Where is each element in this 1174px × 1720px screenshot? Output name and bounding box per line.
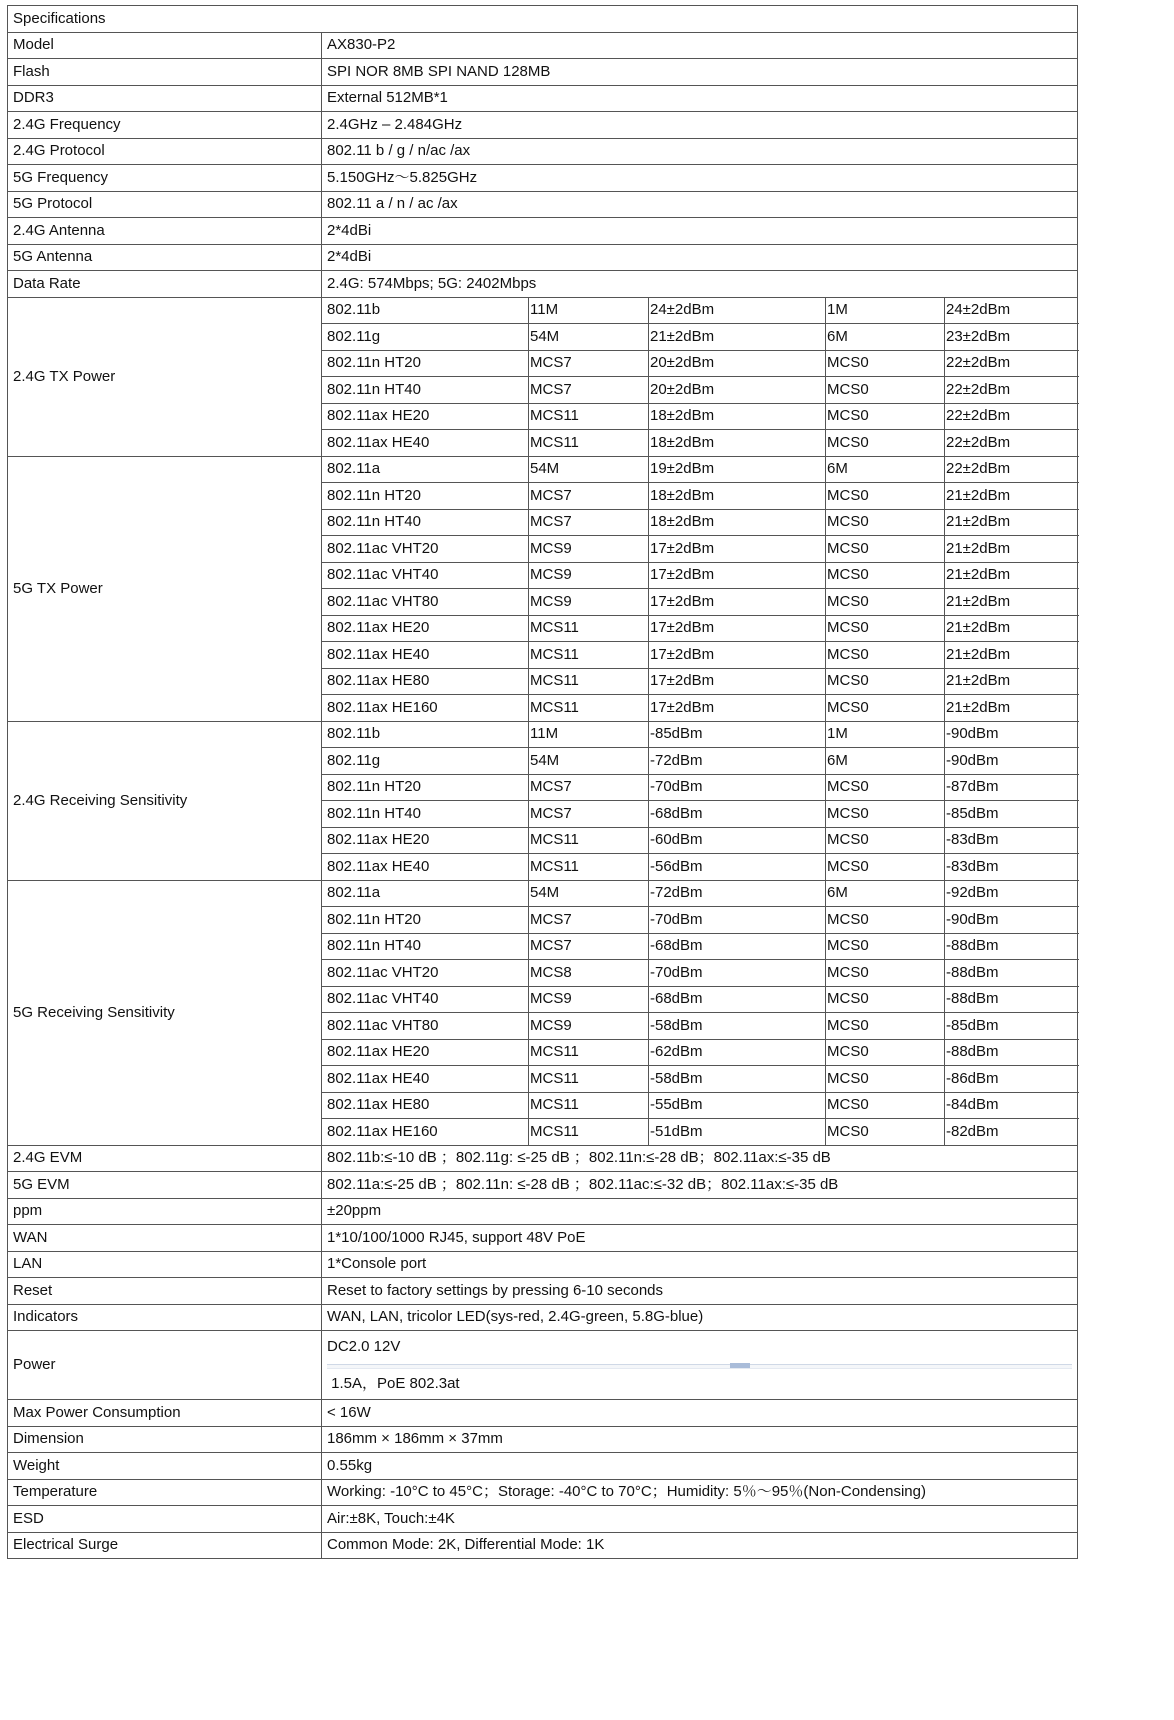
- group-cell-value-high: 18±2dBm: [649, 483, 826, 510]
- group-cell-rate-low: MCS0: [826, 509, 945, 536]
- spec-row: [8, 112, 1078, 139]
- spec-label: 5G EVM: [8, 1172, 322, 1199]
- group-cell-rate-high: MCS11: [529, 668, 649, 695]
- spec-row: [8, 59, 1078, 86]
- spec-value: WAN, LAN, tricolor LED(sys-red, 2.4G-green, 5.8G-blue): [322, 1304, 1078, 1331]
- group-cell-value-high: -51dBm: [649, 1119, 826, 1146]
- spec-value: Reset to factory settings by pressing 6-10 seconds: [322, 1278, 1078, 1305]
- group-cell-rate-low: MCS0: [826, 536, 945, 563]
- group-cell-mode: 802.11n HT20: [322, 907, 529, 934]
- group-cell-rate-high: MCS9: [529, 536, 649, 563]
- group-cell-rate-high: MCS11: [529, 403, 649, 430]
- group-cell-value-high: 18±2dBm: [649, 509, 826, 536]
- group-cell-rate-low: MCS0: [826, 854, 945, 881]
- group-cell-value-low: 23±2dBm: [945, 324, 1078, 351]
- group-cell-value-low: -84dBm: [945, 1092, 1078, 1119]
- group-cell-rate-low: MCS0: [826, 668, 945, 695]
- spec-row: [8, 85, 1078, 112]
- spec-label: Temperature: [8, 1479, 322, 1506]
- group-cell-mode: 802.11ax HE80: [322, 668, 529, 695]
- group-cell-value-low: 22±2dBm: [945, 350, 1078, 377]
- group-cell-mode: 802.11ax HE160: [322, 695, 529, 722]
- group-cell-rate-low: MCS0: [826, 1119, 945, 1146]
- spec-row: [8, 1506, 1078, 1533]
- spec-label: Weight: [8, 1453, 322, 1480]
- spec-label: Max Power Consumption: [8, 1400, 322, 1427]
- spec-value: Air:±8K, Touch:±4K: [322, 1506, 1078, 1533]
- spec-row: [8, 1145, 1078, 1172]
- group-cell-value-low: -82dBm: [945, 1119, 1078, 1146]
- group-cell-value-high: 17±2dBm: [649, 668, 826, 695]
- spec-label: 5G Frequency: [8, 165, 322, 192]
- group-cell-value-high: 20±2dBm: [649, 377, 826, 404]
- group-cell-rate-low: MCS0: [826, 933, 945, 960]
- group-label: 2.4G Receiving Sensitivity: [8, 721, 322, 880]
- group-cell-value-high: -68dBm: [649, 933, 826, 960]
- group-cell-mode: 802.11ax HE160: [322, 1119, 529, 1146]
- group-cell-rate-high: 54M: [529, 880, 649, 907]
- group-cell-value-low: 22±2dBm: [945, 430, 1078, 457]
- spec-label: 2.4G Protocol: [8, 138, 322, 165]
- group-cell-rate-low: MCS0: [826, 827, 945, 854]
- spec-label: 5G Antenna: [8, 244, 322, 271]
- spec-value: 5.150GHz～5.825GHz: [322, 165, 1078, 192]
- group-cell-rate-low: MCS0: [826, 562, 945, 589]
- group-cell-rate-high: MCS9: [529, 589, 649, 616]
- group-cell-mode: 802.11ax HE40: [322, 854, 529, 881]
- spec-value: 0.55kg: [322, 1453, 1078, 1480]
- group-cell-mode: 802.11a: [322, 456, 529, 483]
- group-cell-mode: 802.11ax HE80: [322, 1092, 529, 1119]
- group-cell-mode: 802.11ac VHT20: [322, 960, 529, 987]
- group-label: 5G TX Power: [8, 456, 322, 721]
- group-cell-mode: 802.11g: [322, 324, 529, 351]
- specifications-body: [8, 6, 1078, 1559]
- group-cell-mode: 802.11ax HE20: [322, 1039, 529, 1066]
- group-cell-mode: 802.11ac VHT40: [322, 986, 529, 1013]
- group-cell-rate-high: MCS7: [529, 483, 649, 510]
- spec-row: [8, 1479, 1078, 1506]
- spec-label: Indicators: [8, 1304, 322, 1331]
- group-cell-rate-low: MCS0: [826, 483, 945, 510]
- group-cell-value-high: 20±2dBm: [649, 350, 826, 377]
- group-cell-value-low: 21±2dBm: [945, 562, 1078, 589]
- spec-row: [8, 1304, 1078, 1331]
- group-cell-value-high: -55dBm: [649, 1092, 826, 1119]
- group-cell-rate-high: MCS7: [529, 350, 649, 377]
- group-cell-mode: 802.11ax HE20: [322, 615, 529, 642]
- group-row: [8, 880, 1078, 907]
- group-cell-value-low: -87dBm: [945, 774, 1078, 801]
- group-cell-value-low: 21±2dBm: [945, 668, 1078, 695]
- group-cell-value-low: -85dBm: [945, 801, 1078, 828]
- group-cell-rate-low: MCS0: [826, 615, 945, 642]
- spec-label: Flash: [8, 59, 322, 86]
- group-cell-value-high: 18±2dBm: [649, 430, 826, 457]
- spec-row: [8, 1400, 1078, 1427]
- group-cell-value-high: -70dBm: [649, 960, 826, 987]
- group-cell-rate-low: MCS0: [826, 430, 945, 457]
- spec-label: Electrical Surge: [8, 1532, 322, 1559]
- group-cell-value-low: -83dBm: [945, 854, 1078, 881]
- group-cell-rate-low: MCS0: [826, 907, 945, 934]
- spec-label: Data Rate: [8, 271, 322, 298]
- spec-value: 802.11b:≤-10 dB ；802.11g: ≤-25 dB ；802.11n:≤-28 dB；802.11ax:≤-35 dB: [322, 1145, 1078, 1172]
- group-cell-rate-high: MCS11: [529, 1092, 649, 1119]
- group-cell-mode: 802.11g: [322, 748, 529, 775]
- group-cell-value-high: 17±2dBm: [649, 562, 826, 589]
- group-cell-value-low: -90dBm: [945, 748, 1078, 775]
- group-cell-mode: 802.11n HT20: [322, 483, 529, 510]
- group-label: 5G Receiving Sensitivity: [8, 880, 322, 1145]
- group-cell-value-low: 22±2dBm: [945, 403, 1078, 430]
- spec-label: Reset: [8, 1278, 322, 1305]
- spec-value: AX830-P2: [322, 32, 1078, 59]
- group-cell-rate-high: MCS11: [529, 695, 649, 722]
- group-cell-value-low: -90dBm: [945, 907, 1078, 934]
- group-cell-value-low: 24±2dBm: [945, 297, 1078, 324]
- group-cell-rate-low: 1M: [826, 297, 945, 324]
- group-cell-mode: 802.11a: [322, 880, 529, 907]
- group-cell-mode: 802.11ac VHT80: [322, 589, 529, 616]
- group-cell-value-low: -85dBm: [945, 1013, 1078, 1040]
- power-value: [322, 1331, 1078, 1400]
- spec-label: LAN: [8, 1251, 322, 1278]
- group-cell-rate-high: MCS7: [529, 801, 649, 828]
- group-cell-value-high: -72dBm: [649, 748, 826, 775]
- group-cell-rate-high: MCS9: [529, 562, 649, 589]
- group-cell-mode: 802.11n HT40: [322, 801, 529, 828]
- group-cell-mode: 802.11ac VHT40: [322, 562, 529, 589]
- spec-value: 2*4dBi: [322, 218, 1078, 245]
- group-cell-value-low: 22±2dBm: [945, 377, 1078, 404]
- group-row: [8, 456, 1078, 483]
- group-cell-value-low: -88dBm: [945, 1039, 1078, 1066]
- spec-row: [8, 1278, 1078, 1305]
- group-cell-value-high: -56dBm: [649, 854, 826, 881]
- group-cell-value-low: -88dBm: [945, 986, 1078, 1013]
- spec-value: 2*4dBi: [322, 244, 1078, 271]
- embedded-scrollbar: [327, 1364, 1072, 1369]
- spec-value: Common Mode: 2K, Differential Mode: 1K: [322, 1532, 1078, 1559]
- title-row: [8, 6, 1078, 33]
- group-cell-rate-low: MCS0: [826, 960, 945, 987]
- group-cell-mode: 802.11ax HE40: [322, 642, 529, 669]
- group-cell-rate-low: MCS0: [826, 403, 945, 430]
- group-cell-mode: 802.11n HT40: [322, 509, 529, 536]
- spec-label: 2.4G Antenna: [8, 218, 322, 245]
- group-cell-rate-high: MCS7: [529, 907, 649, 934]
- group-cell-rate-low: MCS0: [826, 774, 945, 801]
- spec-value: SPI NOR 8MB SPI NAND 128MB: [322, 59, 1078, 86]
- power-line-1: DC2.0 12V: [327, 1337, 401, 1355]
- group-cell-mode: 802.11b: [322, 297, 529, 324]
- spec-row: [8, 1198, 1078, 1225]
- group-cell-mode: 802.11n HT20: [322, 774, 529, 801]
- spec-label: DDR3: [8, 85, 322, 112]
- spec-value: 802.11a:≤-25 dB ；802.11n: ≤-28 dB ；802.11ac:≤-32 dB；802.11ax:≤-35 dB: [322, 1172, 1078, 1199]
- scroll-thumb: [730, 1363, 750, 1368]
- spec-value: < 16W: [322, 1400, 1078, 1427]
- spec-value: External 512MB*1: [322, 85, 1078, 112]
- group-cell-mode: 802.11ax HE20: [322, 827, 529, 854]
- group-cell-mode: 802.11n HT20: [322, 350, 529, 377]
- group-cell-rate-low: 6M: [826, 324, 945, 351]
- group-cell-rate-low: 6M: [826, 880, 945, 907]
- spec-row: [8, 1426, 1078, 1453]
- spec-row: [8, 1532, 1078, 1559]
- power-label: Power: [8, 1331, 322, 1400]
- group-cell-rate-low: MCS0: [826, 695, 945, 722]
- group-cell-rate-high: 11M: [529, 297, 649, 324]
- group-cell-rate-high: MCS11: [529, 615, 649, 642]
- group-cell-value-high: -85dBm: [649, 721, 826, 748]
- spec-row: [8, 1251, 1078, 1278]
- group-cell-rate-high: MCS11: [529, 1119, 649, 1146]
- group-cell-rate-low: MCS0: [826, 642, 945, 669]
- group-cell-rate-high: 54M: [529, 324, 649, 351]
- group-cell-rate-high: MCS11: [529, 1066, 649, 1093]
- spec-value: ±20ppm: [322, 1198, 1078, 1225]
- group-cell-value-low: -90dBm: [945, 721, 1078, 748]
- group-cell-rate-high: MCS11: [529, 1039, 649, 1066]
- group-cell-value-low: 21±2dBm: [945, 642, 1078, 669]
- group-cell-value-low: 21±2dBm: [945, 615, 1078, 642]
- group-cell-mode: 802.11ax HE40: [322, 430, 529, 457]
- specifications-table: [7, 5, 1078, 1559]
- group-cell-rate-low: 6M: [826, 748, 945, 775]
- group-cell-mode: 802.11ax HE20: [322, 403, 529, 430]
- spec-value: 2.4G: 574Mbps; 5G: 2402Mbps: [322, 271, 1078, 298]
- group-cell-rate-high: 54M: [529, 748, 649, 775]
- group-cell-rate-low: MCS0: [826, 986, 945, 1013]
- group-cell-value-high: 19±2dBm: [649, 456, 826, 483]
- group-cell-value-low: 21±2dBm: [945, 695, 1078, 722]
- group-cell-rate-low: MCS0: [826, 1092, 945, 1119]
- group-cell-rate-low: 1M: [826, 721, 945, 748]
- group-cell-rate-high: MCS7: [529, 509, 649, 536]
- spec-value: 1*Console port: [322, 1251, 1078, 1278]
- group-cell-rate-low: MCS0: [826, 377, 945, 404]
- group-cell-rate-high: MCS7: [529, 377, 649, 404]
- spec-row: [8, 271, 1078, 298]
- group-cell-mode: 802.11n HT40: [322, 377, 529, 404]
- group-cell-rate-high: MCS9: [529, 986, 649, 1013]
- group-cell-value-low: -88dBm: [945, 960, 1078, 987]
- group-cell-value-high: 17±2dBm: [649, 695, 826, 722]
- group-cell-rate-low: MCS0: [826, 350, 945, 377]
- spec-row: [8, 191, 1078, 218]
- spec-label: ESD: [8, 1506, 322, 1533]
- spec-value: 2.4GHz – 2.484GHz: [322, 112, 1078, 139]
- group-cell-rate-low: MCS0: [826, 801, 945, 828]
- group-cell-value-high: -70dBm: [649, 907, 826, 934]
- group-cell-mode: 802.11b: [322, 721, 529, 748]
- group-cell-rate-high: 11M: [529, 721, 649, 748]
- group-cell-rate-high: MCS7: [529, 774, 649, 801]
- spec-value: 1*10/100/1000 RJ45, support 48V PoE: [322, 1225, 1078, 1252]
- spec-label: 2.4G Frequency: [8, 112, 322, 139]
- group-cell-value-high: -58dBm: [649, 1013, 826, 1040]
- group-cell-value-low: -86dBm: [945, 1066, 1078, 1093]
- group-cell-value-high: -58dBm: [649, 1066, 826, 1093]
- group-cell-rate-low: MCS0: [826, 589, 945, 616]
- group-cell-mode: 802.11ac VHT80: [322, 1013, 529, 1040]
- spec-row: [8, 1453, 1078, 1480]
- group-cell-rate-low: 6M: [826, 456, 945, 483]
- group-cell-rate-high: MCS7: [529, 933, 649, 960]
- spec-label: 2.4G EVM: [8, 1145, 322, 1172]
- group-cell-value-high: -72dBm: [649, 880, 826, 907]
- group-cell-value-low: -83dBm: [945, 827, 1078, 854]
- spec-row: [8, 32, 1078, 59]
- group-cell-rate-high: MCS11: [529, 430, 649, 457]
- spec-value: 802.11 a / n / ac /ax: [322, 191, 1078, 218]
- spec-label: WAN: [8, 1225, 322, 1252]
- group-cell-mode: 802.11ax HE40: [322, 1066, 529, 1093]
- spec-row: [8, 138, 1078, 165]
- group-cell-rate-high: MCS8: [529, 960, 649, 987]
- group-cell-rate-low: MCS0: [826, 1013, 945, 1040]
- group-cell-value-high: -60dBm: [649, 827, 826, 854]
- group-cell-value-high: -68dBm: [649, 801, 826, 828]
- group-cell-rate-high: MCS11: [529, 854, 649, 881]
- spec-value: 802.11 b / g / n/ac /ax: [322, 138, 1078, 165]
- group-cell-value-low: 21±2dBm: [945, 483, 1078, 510]
- group-cell-rate-high: 54M: [529, 456, 649, 483]
- group-cell-mode: 802.11n HT40: [322, 933, 529, 960]
- group-cell-rate-low: MCS0: [826, 1039, 945, 1066]
- group-cell-value-low: 21±2dBm: [945, 536, 1078, 563]
- spec-row: [8, 165, 1078, 192]
- group-cell-value-high: 17±2dBm: [649, 536, 826, 563]
- spec-row: [8, 244, 1078, 271]
- group-cell-value-low: -88dBm: [945, 933, 1078, 960]
- group-cell-rate-low: MCS0: [826, 1066, 945, 1093]
- group-cell-value-low: 22±2dBm: [945, 456, 1078, 483]
- group-cell-value-low: -92dBm: [945, 880, 1078, 907]
- group-row: [8, 297, 1078, 324]
- group-cell-value-low: 21±2dBm: [945, 509, 1078, 536]
- spec-label: Dimension: [8, 1426, 322, 1453]
- group-cell-value-high: 18±2dBm: [649, 403, 826, 430]
- group-cell-value-high: 17±2dBm: [649, 642, 826, 669]
- spec-row: [8, 1225, 1078, 1252]
- group-cell-value-high: 17±2dBm: [649, 615, 826, 642]
- group-cell-value-high: 17±2dBm: [649, 589, 826, 616]
- spec-label: Model: [8, 32, 322, 59]
- spec-value: Working: -10°C to 45°C；Storage: -40°C to 70°C；Humidity: 5％～95％(Non-Condensing): [322, 1479, 1078, 1506]
- table-title: Specifications: [8, 6, 1078, 33]
- power-line-2: 1.5A，PoE 802.3at: [327, 1374, 460, 1392]
- power-row: [8, 1331, 1078, 1400]
- spec-row: [8, 218, 1078, 245]
- spec-label: ppm: [8, 1198, 322, 1225]
- group-cell-mode: 802.11ac VHT20: [322, 536, 529, 563]
- group-cell-value-high: 21±2dBm: [649, 324, 826, 351]
- spec-row: [8, 1172, 1078, 1199]
- group-row: [8, 721, 1078, 748]
- group-cell-rate-high: MCS11: [529, 642, 649, 669]
- group-cell-value-high: 24±2dBm: [649, 297, 826, 324]
- group-cell-value-low: 21±2dBm: [945, 589, 1078, 616]
- spec-value: 186mm × 186mm × 37mm: [322, 1426, 1078, 1453]
- group-cell-rate-high: MCS9: [529, 1013, 649, 1040]
- group-cell-rate-high: MCS11: [529, 827, 649, 854]
- group-cell-value-high: -68dBm: [649, 986, 826, 1013]
- group-label: 2.4G TX Power: [8, 297, 322, 456]
- group-cell-value-high: -70dBm: [649, 774, 826, 801]
- group-cell-value-high: -62dBm: [649, 1039, 826, 1066]
- spec-label: 5G Protocol: [8, 191, 322, 218]
